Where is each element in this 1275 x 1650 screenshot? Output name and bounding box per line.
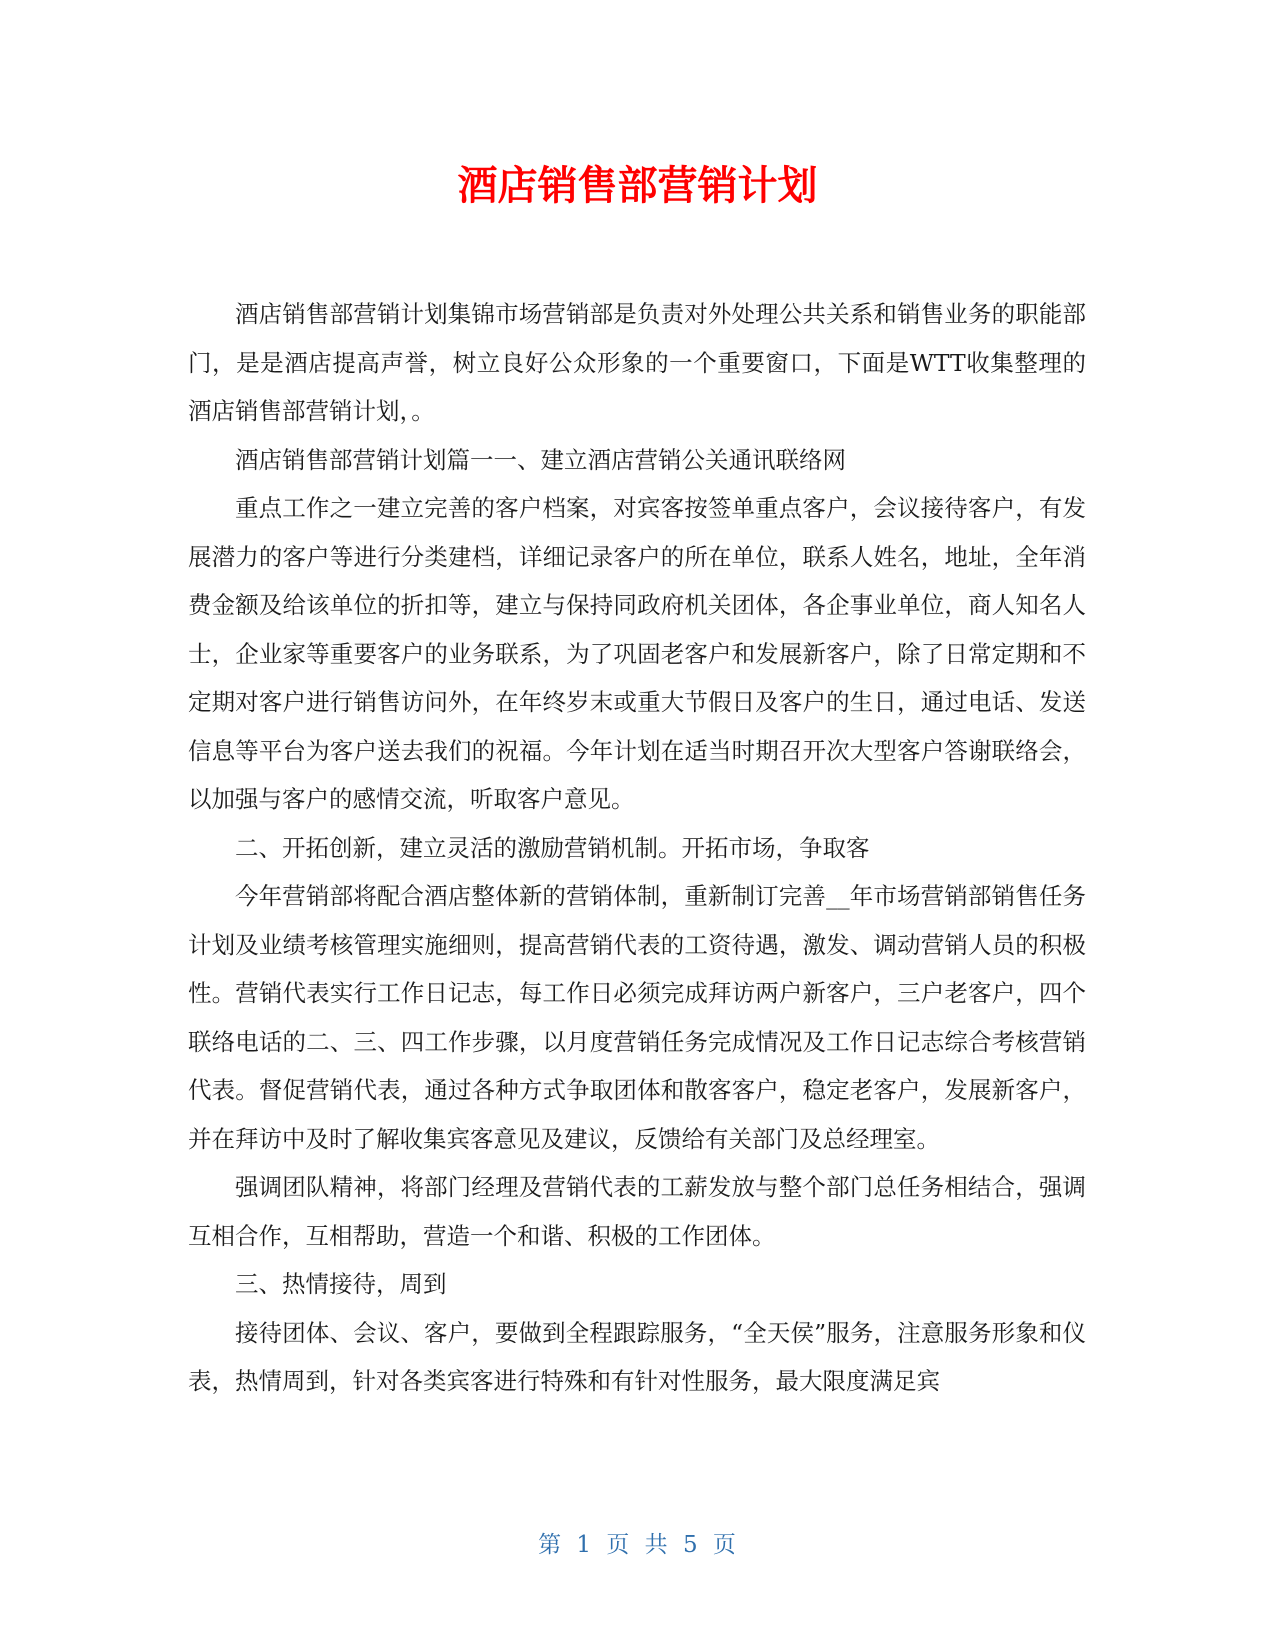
footer-page-unit: 页	[606, 1532, 631, 1558]
footer-total-pages: 5	[682, 1532, 699, 1558]
paragraph-section-2-heading: 二、开拓创新，建立灵活的激励营销机制。开拓市场，争取客	[235, 833, 870, 862]
footer-total-label: 共	[644, 1532, 669, 1558]
footer-total-unit: 页	[712, 1532, 737, 1558]
document-body	[188, 290, 1086, 1406]
footer-current-page: 1	[576, 1532, 593, 1558]
paragraph-incentive-mechanism: 今年营销部将配合酒店整体新的营销体制，重新制订完善__年市场营销部销售任务计划及业绩考核管理实施细则，提高营销代表的工资待遇，激发、调动营销人员的积极性。营销代表实行工作日记志，每工作日必须完成拜访两户新客户，三户老客户，四个联络电话的二、三、四工作步骤，以月度营销任务完成情况及工作日记志综合考核营销代表。督促营销代表，通过各种方式争取团体和散客客户，稳定老客户，发展新客户，并在拜访中及时了解收集宾客意见及建议，反馈给有关部门及总经理室。	[188, 882, 1086, 1153]
paragraph-customer-archive: 重点工作之一建立完善的客户档案，对宾客按签单重点客户，会议接待客户，有发展潜力的客户等进行分类建档，详细记录客户的所在单位，联系人姓名，地址，全年消费金额及给该单位的折扣等，建立与保持同政府机关团体，各企事业单位，商人知名人士，企业家等重要客户的业务联系，为了巩固老客户和发展新客户，除了日常定期和不定期对客户进行销售访问外，在年终岁末或重大节假日及客户的生日，通过电话、发送信息等平台为客户送去我们的祝福。今年计划在适当时期召开次大型客户答谢联络会，以加强与客户的感情交流，听取客户意见。	[188, 494, 1086, 813]
document-title: 酒店销售部营销计划	[457, 163, 818, 209]
paragraph-reception-service: 接待团体、会议、客户，要做到全程跟踪服务，“全天侯”服务，注意服务形象和仪表，热情周到，针对各类宾客进行特殊和有针对性服务，最大限度满足宾	[188, 1318, 1086, 1395]
paragraph-section-1-heading: 酒店销售部营销计划篇一一、建立酒店营销公关通讯联络网	[235, 445, 846, 474]
footer-page-label: 第	[538, 1532, 563, 1558]
page-footer	[0, 1526, 1275, 1559]
paragraph-section-3-heading: 三、热情接待，周到	[235, 1270, 447, 1298]
paragraph-team-spirit: 强调团队精神，将部门经理及营销代表的工薪发放与整个部门总任务相结合，强调互相合作，互相帮助，营造一个和谐、积极的工作团体。	[188, 1173, 1086, 1250]
paragraph-intro: 酒店销售部营销计划集锦市场营销部是负责对外处理公共关系和销售业务的职能部门，是是酒店提高声誉，树立良好公众形象的一个重要窗口，下面是WTT收集整理的酒店销售部营销计划，。	[188, 300, 1086, 425]
